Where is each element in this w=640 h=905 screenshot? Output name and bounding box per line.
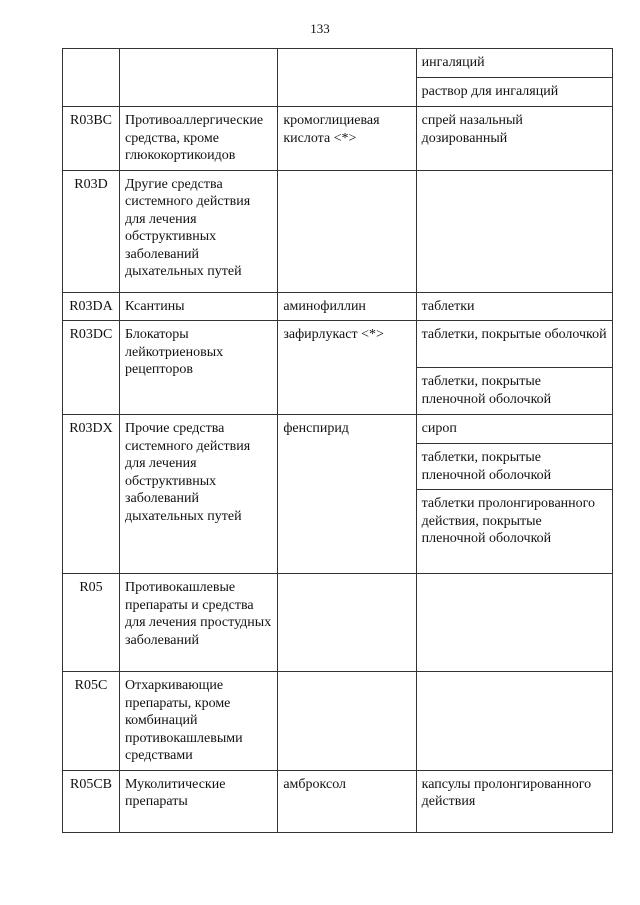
substance-cell: аминофиллин: [278, 292, 416, 321]
form-cell: таблетки пролонгированного действия, покрытые пленочной оболочкой: [416, 490, 612, 574]
group-cell: Ксантины: [120, 292, 278, 321]
form-cell: таблетки, покрытые пленочной оболочкой: [416, 368, 612, 415]
substance-cell: амброксол: [278, 770, 416, 832]
form-cell: капсулы пролонгированного действия: [416, 770, 612, 832]
group-cell: Противоаллергические средства, кроме глюкокортикоидов: [120, 107, 278, 171]
code-cell: [63, 49, 120, 107]
group-cell: Другие средства системного действия для лечения обструктивных заболеваний дыхательных путей: [120, 170, 278, 292]
form-cell: раствор для ингаляций: [416, 78, 612, 107]
substance-cell: кромоглициевая кислота <*>: [278, 107, 416, 171]
page-number: 133: [310, 21, 330, 36]
code-cell: R03DX: [63, 415, 120, 574]
substance-cell: [278, 574, 416, 672]
group-cell: Прочие средства системного действия для лечения обструктивных заболеваний дыхательных путей: [120, 415, 278, 574]
group-cell: Блокаторы лейкотриеновых рецепторов: [120, 321, 278, 415]
substance-cell: [278, 170, 416, 292]
code-cell: R03D: [63, 170, 120, 292]
substance-cell: [278, 672, 416, 771]
form-cell: таблетки: [416, 292, 612, 321]
form-cell: ингаляций: [416, 49, 612, 78]
substance-cell: [278, 49, 416, 107]
group-cell: Отхаркивающие препараты, кроме комбинаций противокашлевыми средствами: [120, 672, 278, 771]
group-cell: Муколитические препараты: [120, 770, 278, 832]
code-cell: R05: [63, 574, 120, 672]
form-cell: [416, 574, 612, 672]
code-cell: R05CB: [63, 770, 120, 832]
drug-table: [62, 48, 613, 833]
form-cell: [416, 170, 612, 292]
form-cell: таблетки, покрытые оболочкой: [416, 321, 612, 368]
form-cell: спрей назальный дозированный: [416, 107, 612, 171]
substance-cell: зафирлукаст <*>: [278, 321, 416, 415]
form-cell: [416, 672, 612, 771]
code-cell: R05C: [63, 672, 120, 771]
code-cell: R03BC: [63, 107, 120, 171]
group-cell: Противокашлевые препараты и средства для лечения простудных заболеваний: [120, 574, 278, 672]
substance-cell: фенспирид: [278, 415, 416, 574]
code-cell: R03DC: [63, 321, 120, 415]
form-cell: таблетки, покрытые пленочной оболочкой: [416, 444, 612, 490]
group-cell: [120, 49, 278, 107]
code-cell: R03DA: [63, 292, 120, 321]
form-cell: сироп: [416, 415, 612, 444]
